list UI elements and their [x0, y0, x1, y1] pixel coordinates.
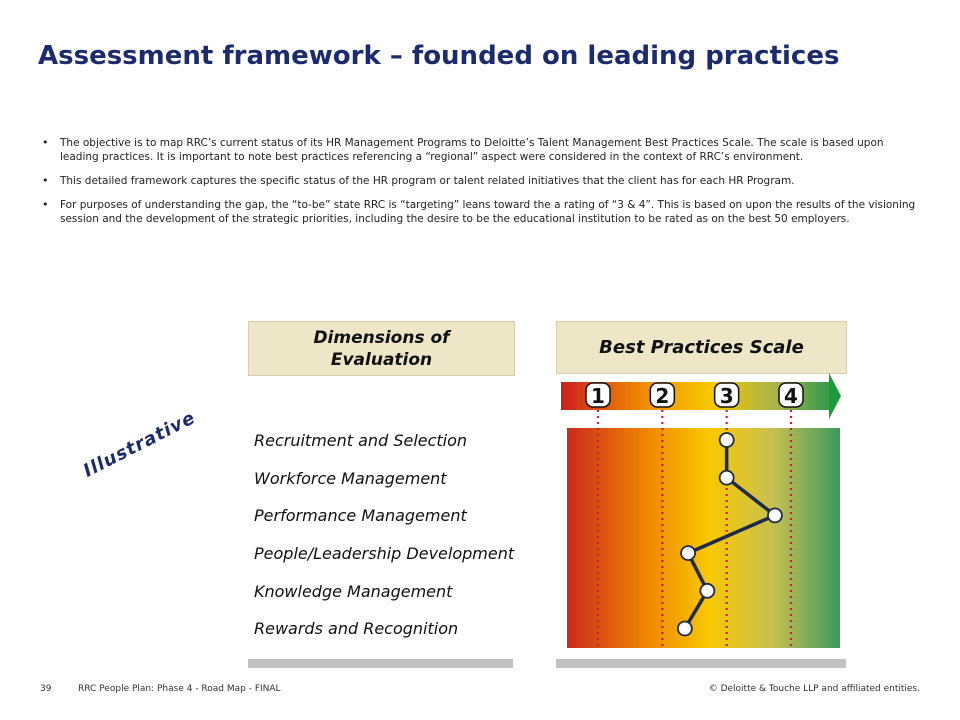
scale-arrow-head	[829, 373, 841, 419]
copyright: © Deloitte & Touche LLP and affiliated entities.	[708, 684, 920, 694]
scale-panel-bg	[567, 428, 840, 648]
illustrative-label: Illustrative	[80, 407, 200, 482]
dimension-label: Knowledge Management	[254, 581, 453, 601]
rating-point	[720, 471, 734, 485]
doc-title: RRC People Plan: Phase 4 - Road Map - FINAL	[78, 684, 281, 694]
scale-panel	[567, 428, 840, 648]
rating-point	[678, 622, 692, 636]
dimension-label: Rewards and Recognition	[254, 619, 459, 639]
rating-point	[720, 433, 734, 447]
dimension-label: Recruitment and Selection	[254, 431, 468, 450]
page-title: Assessment framework – founded on leading practices	[38, 41, 840, 71]
dimensions-header-label: Dimensions of Evaluation	[313, 327, 450, 370]
bullet-item: • For purposes of understanding the gap, the “to-be” state RRC is “targeting” leans toward the a rating of “3 & 4”. This is based on upon the results of the visioning session and the development of the strategic priorities, including the desire to be the educational institution to be rated as on the best 50 employers.	[40, 198, 920, 226]
scale-header-label: Best Practices Scale	[599, 337, 804, 358]
dimension-label: Workforce Management	[254, 468, 447, 488]
bullet-item: • The objective is to map RRC’s current status of its HR Management Programs to Deloitte’s Talent Management Best Practices Scale. The scale is based upon leading practices. It is important to note best practices referencing a “regional” aspect were considered in the context of RRC’s environment.	[40, 136, 920, 164]
scale-tick-label: 4	[784, 384, 798, 408]
scale-tick-label: 2	[655, 384, 670, 408]
scale-tick-label: 3	[719, 384, 734, 408]
bullet-item: • This detailed framework captures the specific status of the HR program or talent related initiatives that the client has for each HR Program.	[40, 174, 920, 188]
scale-tick-label: 1	[591, 384, 605, 408]
rating-point	[768, 508, 782, 522]
dimension-label: Performance Management	[254, 506, 467, 526]
dimension-label: People/Leadership Development	[254, 544, 515, 564]
rating-point	[681, 546, 695, 560]
rating-point	[700, 584, 714, 598]
page-number: 39	[40, 684, 52, 694]
